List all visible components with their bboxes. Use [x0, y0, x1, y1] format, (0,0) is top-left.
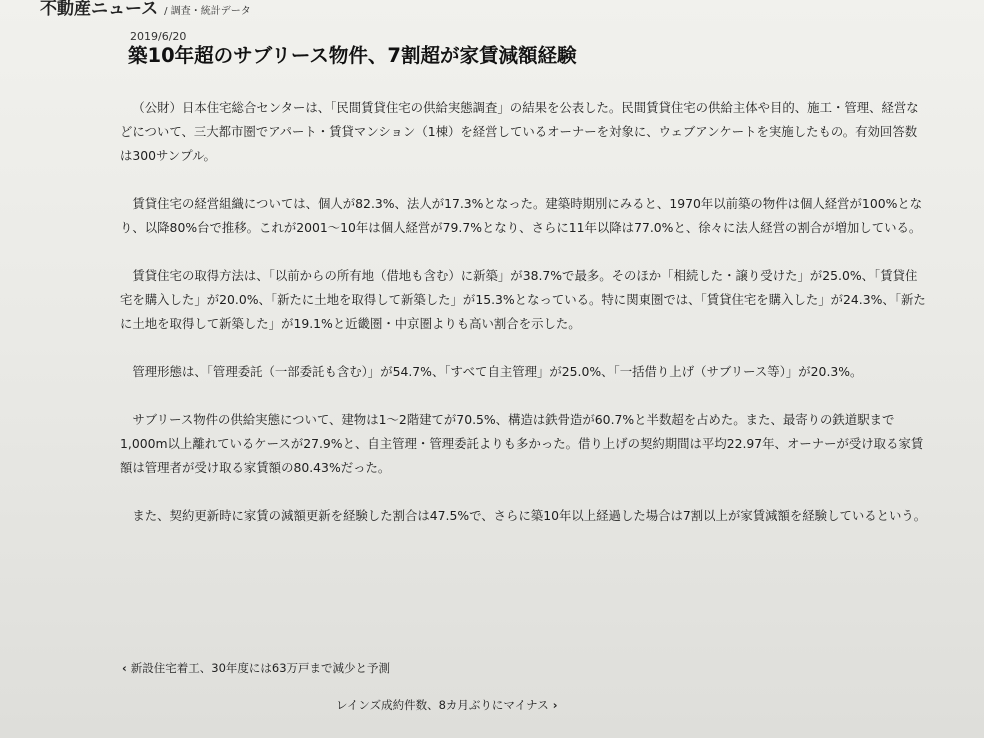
chevron-left-icon: ‹ [122, 661, 127, 675]
next-article-link[interactable] [336, 697, 561, 713]
article-paragraph: 賃貸住宅の取得方法は、「以前からの所有地（借地も含む）に新築」が38.7%で最多。そのほか「相続した・譲り受けた」が25.0%、「賃貸住宅を購入した」が20.0%、「新たに土地を取得して新築した」が15.3%となっている。特に関東圏では、「賃貸住宅を購入した」が24.3%、「新たに土地を取得して新築した」が19.1%と近畿圏・中京圏よりも高い割合を示した。 [120, 268, 926, 331]
site-name[interactable]: 不動産ニュース [40, 0, 159, 19]
chevron-right-icon: › [552, 698, 558, 712]
prev-article-link[interactable] [118, 660, 390, 676]
article-paragraph: 賃貸住宅の経営組織については、個人が82.3%、法人が17.3%となった。建築時期別にみると、1970年以前築の物件は個人経営が100%となり、以降80%台で推移。これが2001〜10年は個人経営が79.7%となり、さらに11年以降は77.0%と、徐々に法人経営の割合が増加している。 [120, 196, 923, 235]
prev-article-label: 新設住宅着工、30年度には63万戸まで減少と予測 [130, 661, 391, 675]
article-date: 2019/6/20 [130, 30, 187, 43]
site-header [40, 0, 251, 19]
breadcrumb[interactable]: / 調査・統計データ [164, 6, 251, 17]
article-body [120, 96, 928, 552]
article-paragraph: また、契約更新時に家賃の減額更新を経験した割合は47.5%で、さらに築10年以上経過した場合は7割以上が家賃減額を経験しているという。 [132, 508, 927, 523]
article-paragraph: 管理形態は、「管理委託（一部委託も含む）」が54.7%、「すべて自主管理」が25.0%、「一括借り上げ（サブリース等）」が20.3%。 [132, 364, 863, 379]
next-article-label: レインズ成約件数、8カ月ぶりにマイナス [336, 698, 549, 712]
article-title: 築10年超のサブリース物件、7割超が家賃減額経験 [128, 44, 577, 67]
article-paragraph: （公財）日本住宅総合センターは、「民間賃貸住宅の供給実態調査」の結果を公表した。民間賃貸住宅の供給主体や目的、施工・管理、経営などについて、三大都市圏でアパート・賃貸マンション（1棟）を経営しているオーナーを対象に、ウェブアンケートを実施したもの。有効回答数は300サンプル。 [120, 100, 919, 163]
article-paragraph: サブリース物件の供給実態について、建物は1〜2階建てが70.5%、構造は鉄骨造が60.7%と半数超を占めた。また、最寄りの鉄道駅まで1,000m以上離れているケースが27.9%と、自主管理・管理委託よりも多かった。借り上げの契約期間は平均22.97年、オーナーが受け取る家賃額は管理者が受け取る家賃額の80.43%だった。 [120, 412, 924, 475]
